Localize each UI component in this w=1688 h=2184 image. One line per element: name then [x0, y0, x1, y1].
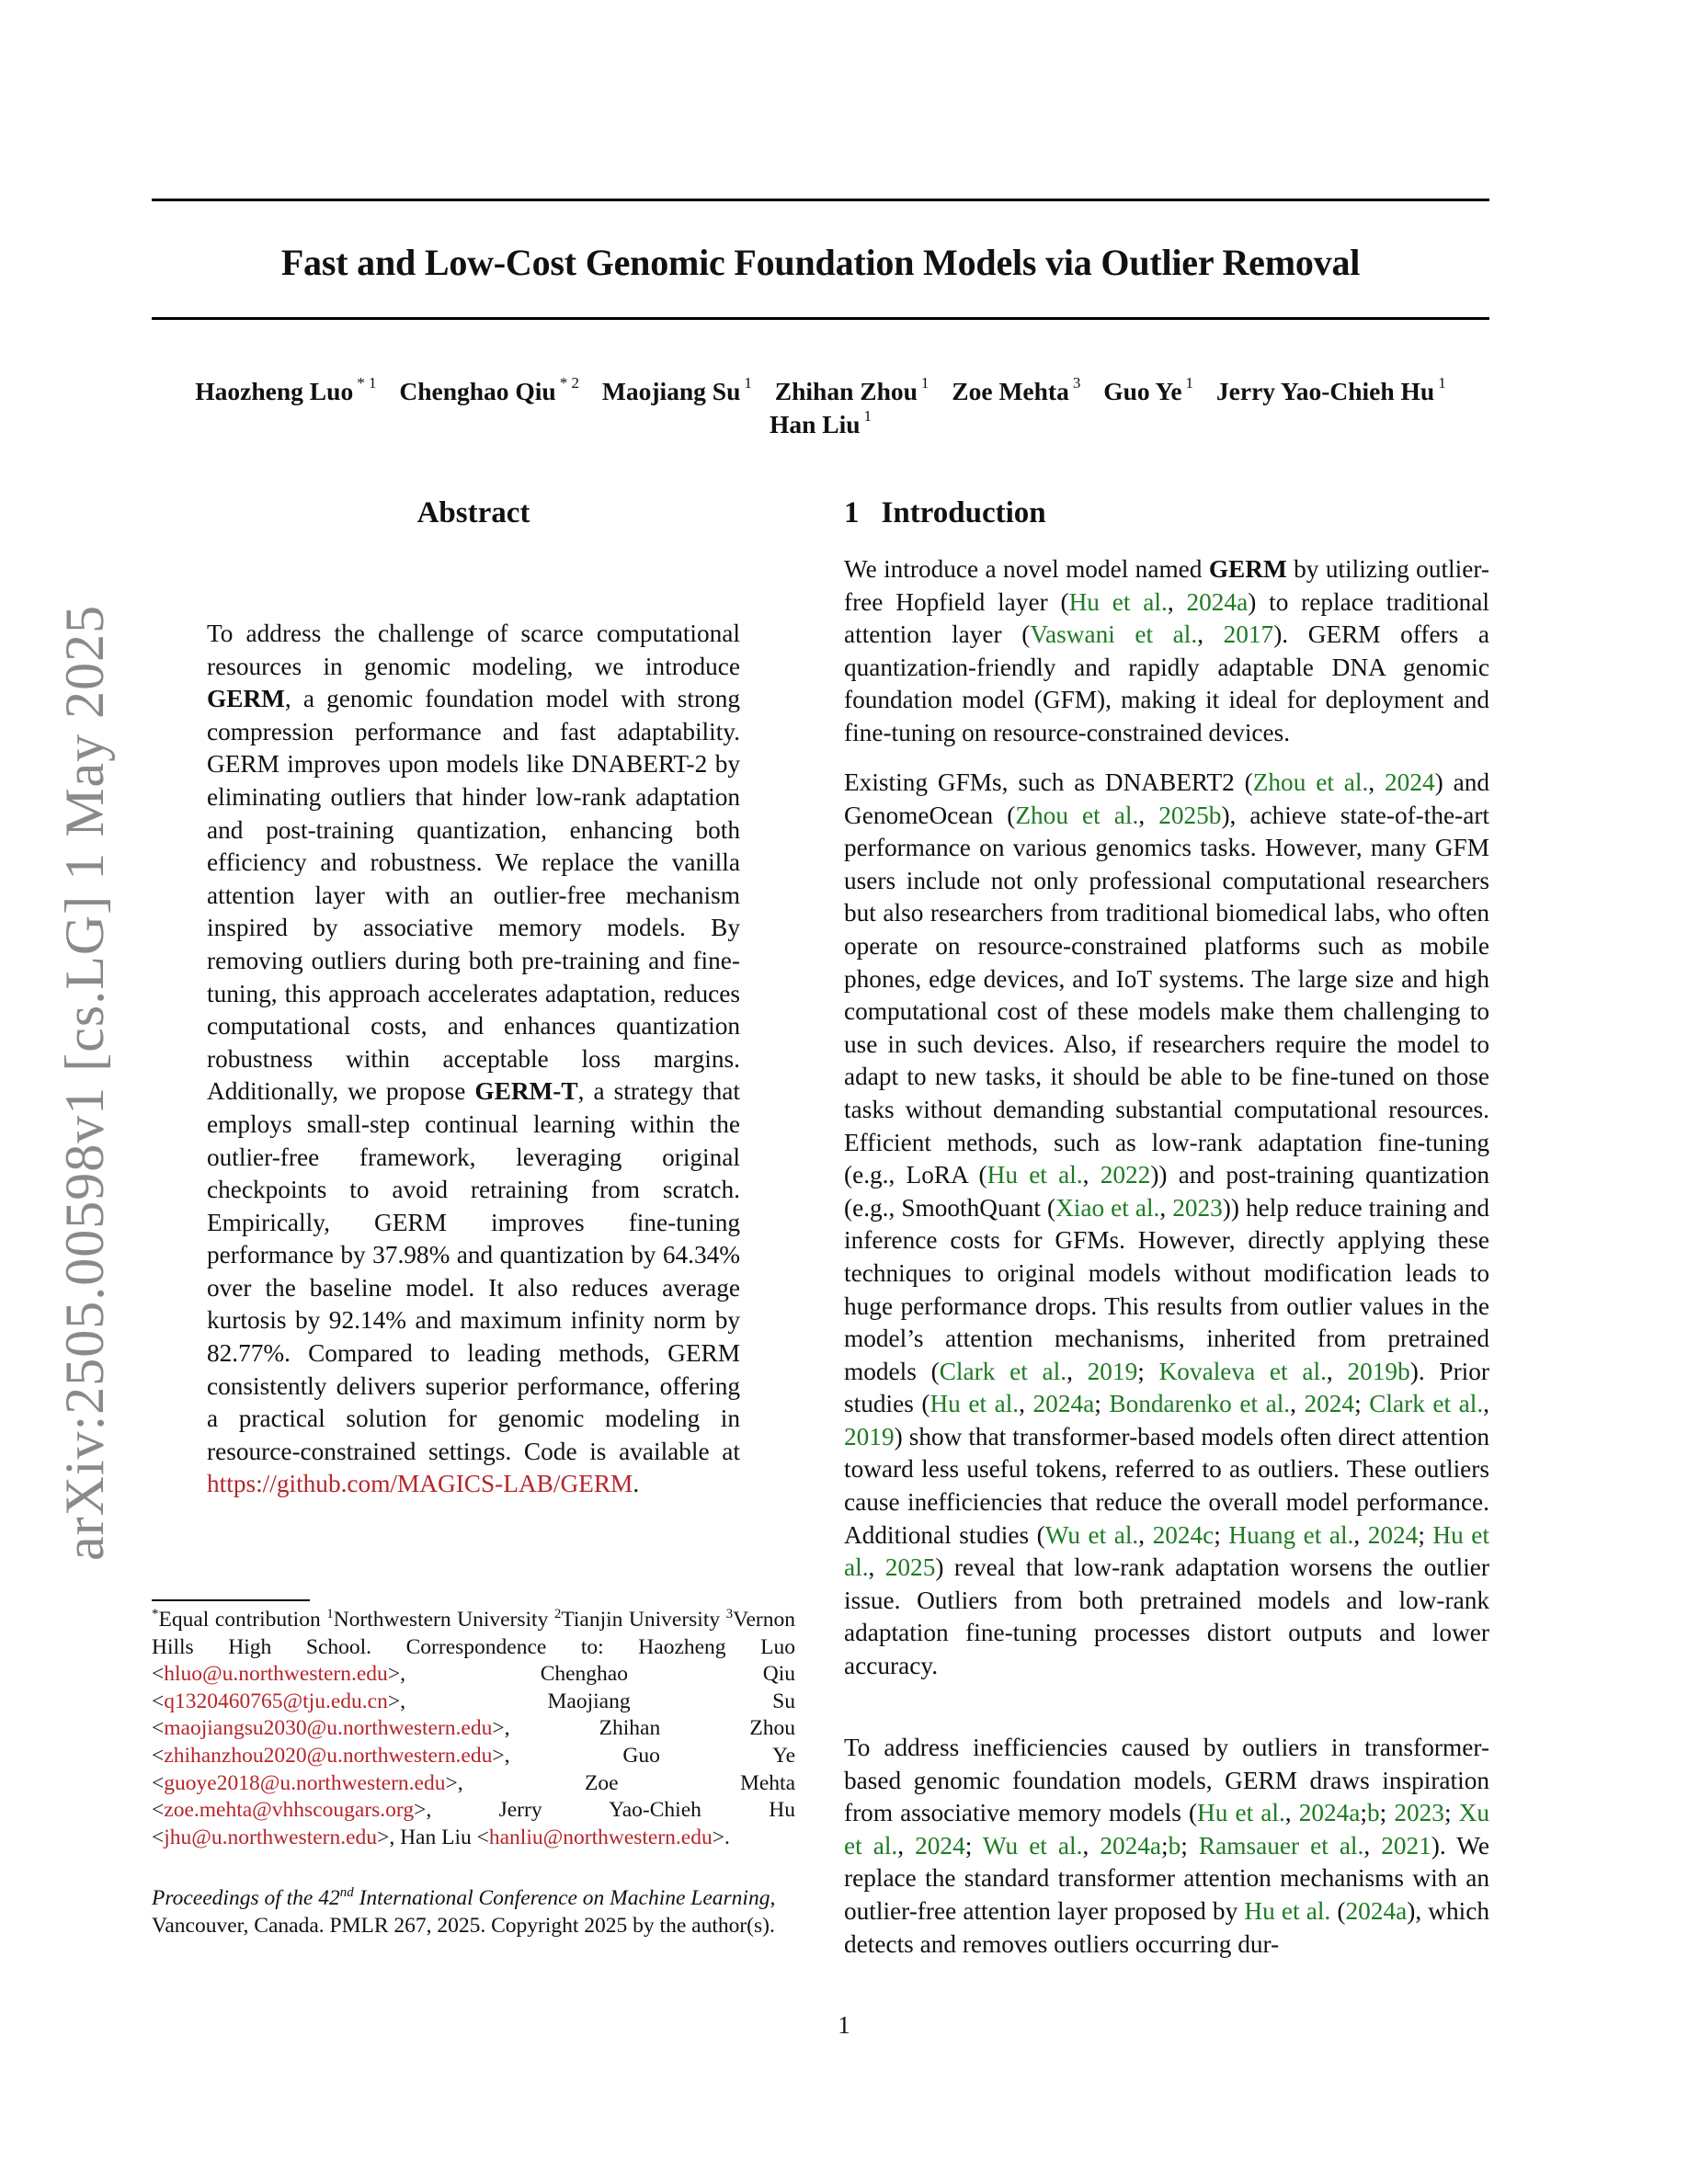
intro-paragraph-3: To address inefficiencies caused by outliers in transformer-based genomic foundation models, GERM draws inspiration from associative memory models (Hu et al., 2024a;b; 2023; Xu et al., 2024; Wu et al., 2024a;b; Ramsauer et al., 2021). We replace the standard transformer attention mechanisms with an outlier-free attention layer proposed by Hu et al. (2024a), which detects and removes outliers occurring dur-	[844, 1734, 1490, 1958]
citation-link[interactable]: Hu et al.	[1244, 1896, 1331, 1925]
code-link[interactable]: https://github.com/MAGICS-LAB/GERM	[207, 1470, 633, 1498]
author-list	[152, 375, 1489, 441]
citation-link[interactable]: 2024a	[1032, 1390, 1095, 1418]
author: Haozheng Luo $^{* 1}$	[195, 373, 377, 405]
citation-link[interactable]: 2023	[1394, 1799, 1444, 1827]
author: Zoe Mehta $^3$	[952, 373, 1081, 405]
citation-link[interactable]: Huang et al.	[1228, 1520, 1354, 1549]
citation-link[interactable]: 2024a	[1186, 587, 1249, 616]
citation-link[interactable]: Bondarenko et al.	[1109, 1390, 1291, 1418]
author: Zhihan Zhou $^1$	[774, 373, 930, 405]
page-number: 1	[838, 2011, 850, 2039]
title-rule-top	[152, 199, 1489, 201]
citation-link[interactable]: Wu et al.	[1044, 1520, 1139, 1549]
footnote-rule	[152, 1599, 310, 1601]
proceedings-note: Proceedings of the 42nd International Conference on Machine Learning, Vancouver, Canada. PMLR 267, 2025. Copyright 2025 by the author(s).	[152, 1885, 776, 1938]
citation-link[interactable]: Zhou et al.	[1252, 768, 1369, 796]
citation-link[interactable]: Clark et al.	[939, 1357, 1067, 1385]
author: Chenghao Qiu $^{* 2}$	[399, 373, 579, 405]
citation-link[interactable]: Vaswani et al.	[1030, 620, 1198, 649]
citation-link[interactable]: Xiao et al.	[1055, 1193, 1160, 1222]
citation-link[interactable]: 2021	[1381, 1831, 1431, 1860]
email-link[interactable]: maojiangsu2030@u.northwestern.edu	[164, 1716, 493, 1741]
citation-link[interactable]: Hu et al.	[987, 1161, 1083, 1189]
citation-link[interactable]: Hu et al.	[1068, 587, 1168, 616]
citation-link[interactable]: 2024	[915, 1831, 965, 1860]
citation-link[interactable]: 2024	[1367, 1520, 1419, 1549]
citation-link[interactable]: 2019	[1087, 1357, 1138, 1385]
citation-link[interactable]: 2024	[1385, 768, 1435, 796]
citation-link[interactable]: Zhou et al.	[1015, 801, 1139, 829]
citation-link[interactable]: 2019	[844, 1422, 895, 1450]
abstract-body: To address the challenge of scarce computational resources in genomic modeling, we introduce GERM, a genomic foundation model with strong compression performance and fast adaptability. GERM improves upon models like DNABERT-2 by eliminating outliers that hinder low-rank adaptation and post-training quantization, enhancing both efficiency and robustness. We replace the vanilla attention layer with an outlier-free mechanism inspired by associative memory models. By removing outliers during both pre-training and fine-tuning, this approach accelerates adaptation, reduces computational costs, and enhances quantization robustness within acceptable loss margins. Additionally, we propose GERM-T, a strategy that employs small-step continual learning within the outlier-free framework, leveraging original checkpoints to avoid retraining from scratch. Empirically, GERM improves fine-tuning performance by 37.98% and quantization by 64.34% over the baseline model. It also reduces average kurtosis by 92.14% and maximum infinity norm by 82.77%. Compared to leading methods, GERM consistently delivers superior performance, offering a practical solution for genomic modeling in resource-constrained settings. Code is available at https://github.com/MAGICS-LAB/GERM.	[207, 620, 740, 1498]
email-link[interactable]: q1320460765@tju.edu.cn	[164, 1689, 388, 1713]
citation-link[interactable]: Hu et al.	[844, 1520, 1489, 1582]
citation-link[interactable]: 2024a	[1345, 1896, 1408, 1925]
citation-link[interactable]: 2025b	[1158, 801, 1222, 829]
citation-link[interactable]: Clark et al.	[1369, 1390, 1484, 1418]
section-heading-introduction: 1 Introduction	[844, 496, 1046, 529]
citation-link[interactable]: Ramsauer et al.	[1198, 1831, 1364, 1860]
citation-link[interactable]: b	[1367, 1799, 1380, 1827]
citation-link[interactable]: Xu et al.	[844, 1799, 1489, 1860]
email-link[interactable]: hanliu@northwestern.edu	[488, 1825, 713, 1849]
citation-link[interactable]: b	[1168, 1831, 1181, 1860]
email-link[interactable]: guoye2018@u.northwestern.edu	[164, 1770, 446, 1795]
email-link[interactable]: zoe.mehta@vhhscougars.org	[164, 1798, 415, 1823]
citation-link[interactable]: 2017	[1223, 620, 1274, 649]
abstract-heading: Abstract	[416, 496, 530, 529]
arxiv-stamp: arXiv:2505.00598v1 [cs.LG] 1 May 2025	[54, 604, 115, 1561]
citation-link[interactable]: Wu et al.	[982, 1831, 1083, 1860]
citation-link[interactable]: 2023	[1172, 1193, 1223, 1222]
author: Maojiang Su $^1$	[601, 373, 752, 405]
citation-link[interactable]: 2019b	[1347, 1357, 1410, 1385]
title-rule-bottom	[152, 317, 1489, 320]
email-link[interactable]: hluo@u.northwestern.edu	[164, 1662, 388, 1687]
author: Jerry Yao-Chieh Hu $^1$	[1215, 373, 1446, 405]
citation-link[interactable]: 2024	[1304, 1390, 1355, 1418]
citation-link[interactable]: 2022	[1100, 1161, 1151, 1189]
author: Han Liu $^1$	[769, 406, 873, 438]
intro-paragraph-1: We introduce a novel model named GERM by utilizing outlier-free Hopfield layer (Hu et al., 2024a) to replace traditional attention layer (Vaswani et al., 2017). GERM offers a quantization-friendly and rapidly adaptable DNA genomic foundation model (GFM), making it ideal for deployment and fine-tuning on resource-constrained devices.	[844, 555, 1489, 746]
citation-link[interactable]: 2024c	[1152, 1520, 1215, 1549]
citation-link[interactable]: 2025	[884, 1553, 936, 1582]
citation-link[interactable]: Hu et al.	[930, 1390, 1020, 1418]
footnote: *Equal contribution $^1$Northwestern University $^2$Tianjin University $^3$Vernon Hills High School. Correspondence to: Haozheng Luo <hluo@u.northwestern.edu>, Chenghao Qiu <q1320460765@tju.edu.cn>, Maojiang Su <maojiangsu2030@u.northwestern.edu>, Zhihan Zhou <zhihanzhou2020@u.northwestern.edu>, Guo Ye <guoye2018@u.northwestern.edu>, Zoe Mehta <zoe.mehta@vhhscougars.org>, Jerry Yao-Chieh Hu <jhu@u.northwestern.edu>, Han Liu <hanliu@northwestern.edu>.	[152, 1607, 795, 1849]
email-link[interactable]: zhihanzhou2020@u.northwestern.edu	[164, 1743, 493, 1768]
email-link[interactable]: jhu@u.northwestern.edu	[164, 1825, 378, 1849]
citation-link[interactable]: Hu et al.	[1197, 1799, 1285, 1827]
intro-paragraph-2: Existing GFMs, such as DNABERT2 (Zhou et al., 2024) and GenomeOcean (Zhou et al., 2025b), achieve state-of-the-art performance on various genomics tasks. However, many GFM users include not only professional computational researchers but also researchers from traditional biomedical labs, who often operate on resource-constrained platforms such as mobile phones, edge devices, and IoT systems. The large size and high computational cost of these models make them challenging to use in such devices. Also, if researchers require the model to adapt to new tasks, it should be able to be fine-tuned on those tasks without demanding substantial computational resources. Efficient methods, such as low-rank adaptation fine-tuning (e.g., LoRA (Hu et al., 2022)) and post-training quantization (e.g., SmoothQuant (Xiao et al., 2023)) help reduce training and inference costs for GFMs. However, directly applying these techniques to original models without modification leads to huge performance drops. This results from outlier values in the model’s attention mechanisms, inherited from pretrained models (Clark et al., 2019; Kovaleva et al., 2019b). Prior studies (Hu et al., 2024a; Bondarenko et al., 2024; Clark et al., 2019) show that transformer-based models often direct attention toward less useful tokens, referred to as outliers. These outliers cause inefficiencies that reduce the overall model performance. Additional studies (Wu et al., 2024c; Huang et al., 2024; Hu et al., 2025) reveal that low-rank adaptation worsens the outlier issue. Outliers from both pretrained models and low-rank adaptation fine-tuning processes distort outputs and lower accuracy.	[844, 768, 1490, 1680]
paper-title: Fast and Low-Cost Genomic Foundation Models via Outlier Removal	[280, 242, 1361, 283]
author: Guo Ye $^1$	[1103, 373, 1194, 405]
citation-link[interactable]: Kovaleva et al.	[1158, 1357, 1327, 1385]
citation-link[interactable]: 2024a	[1100, 1831, 1162, 1860]
citation-link[interactable]: 2024a	[1298, 1799, 1361, 1827]
